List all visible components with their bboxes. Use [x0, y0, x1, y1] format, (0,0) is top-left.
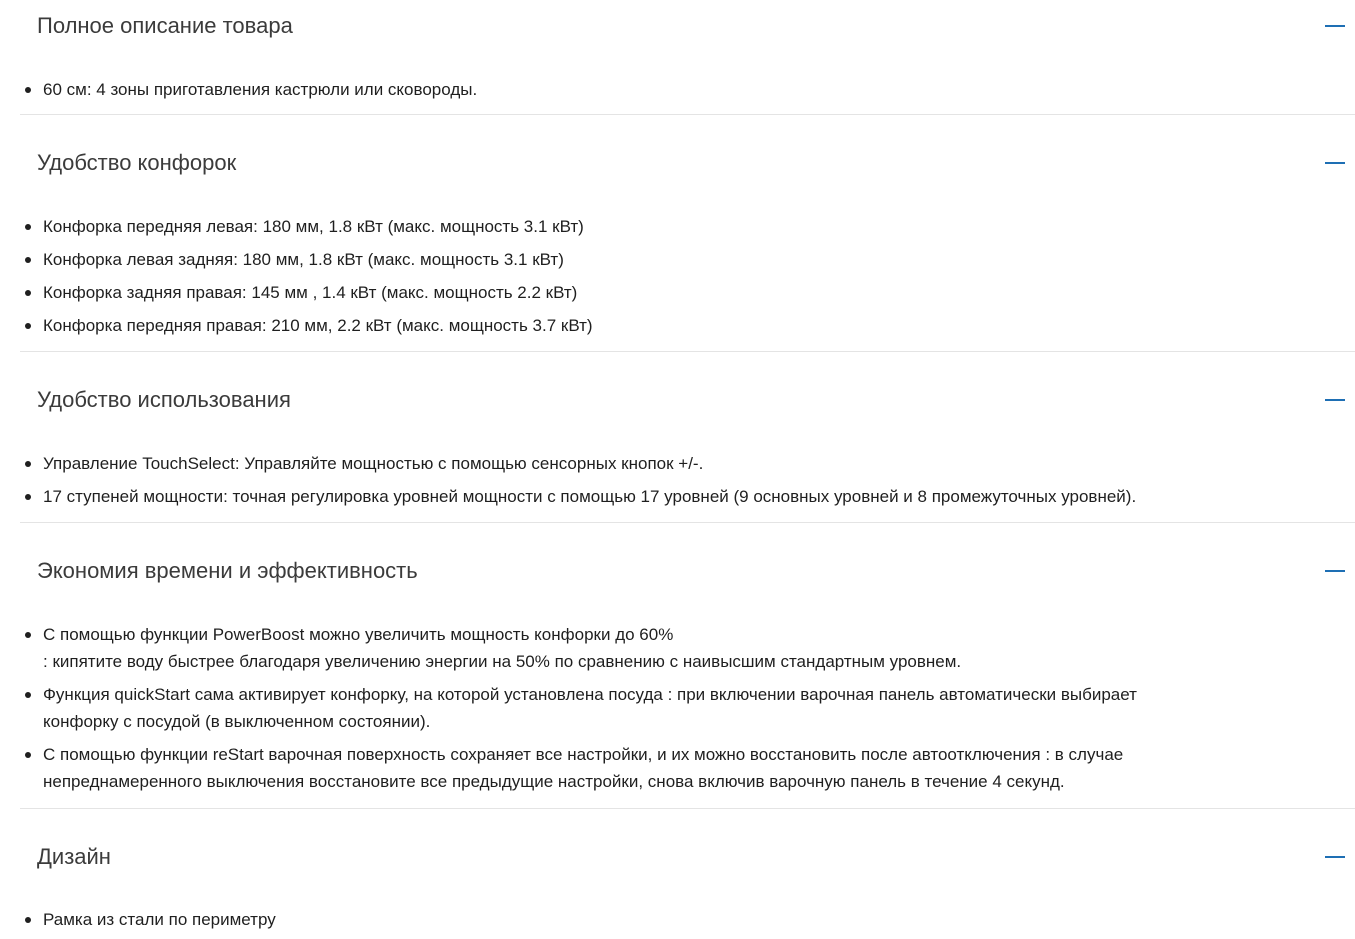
bullet-dot-icon [25, 257, 31, 263]
bullet-list [20, 76, 1340, 109]
minus-icon[interactable] [1325, 162, 1345, 164]
section-header-design[interactable] [20, 844, 1355, 874]
list-item-text: Функция quickStart сама активирует конфорку, на которой установлена посуда : при включении варочная панель автоматически выбирает конфорку с посудой (в выключенном состоянии). [43, 685, 1137, 731]
list-item [20, 681, 1340, 735]
list-item-text: Конфорка левая задняя: 180 мм, 1.8 кВт (макс. мощность 3.1 кВт) [43, 250, 564, 269]
bullet-list [20, 213, 1340, 345]
bullet-dot-icon [25, 692, 31, 698]
list-item [20, 483, 1340, 510]
list-item-text: С помощью функции reStart варочная поверхность сохраняет все настройки, и их можно восстановить после автоотключения : в случае непреднамеренного выключения восстановите все предыдущие настройки, снова включив варочную панель в течение 4 секунд. [43, 745, 1124, 791]
bullet-list [20, 621, 1340, 801]
divider [20, 351, 1355, 352]
list-item [20, 213, 1340, 240]
bullet-list [20, 906, 1340, 939]
list-item [20, 906, 1340, 933]
divider [20, 808, 1355, 809]
section-title: Удобство использования [37, 387, 291, 412]
section-title: Полное описание товара [37, 13, 293, 38]
list-item [20, 312, 1340, 339]
bullet-dot-icon [25, 494, 31, 500]
bullet-dot-icon [25, 461, 31, 467]
list-item-text: Конфорка передняя левая: 180 мм, 1.8 кВт (макс. мощность 3.1 кВт) [43, 217, 584, 236]
minus-icon[interactable] [1325, 856, 1345, 858]
section-title: Удобство конфорок [37, 150, 237, 175]
bullet-list [20, 450, 1340, 516]
minus-icon[interactable] [1325, 25, 1345, 27]
bullet-dot-icon [25, 87, 31, 93]
list-item-text: 17 ступеней мощности: точная регулировка уровней мощности с помощью 17 уровней (9 основных уровней и 8 промежуточных уровней). [43, 487, 1137, 506]
list-item [20, 279, 1340, 306]
list-item-text: С помощью функции PowerBoost можно увеличить мощность конфорки до 60% : кипятите воду быстрее благодаря увеличению энергии на 50% по сравнению с наивысшим стандартным уровнем. [43, 625, 962, 671]
bullet-dot-icon [25, 290, 31, 296]
bullet-dot-icon [25, 917, 31, 923]
bullet-dot-icon [25, 224, 31, 230]
bullet-dot-icon [25, 752, 31, 758]
divider [20, 114, 1355, 115]
section-header-efficiency[interactable] [20, 558, 1355, 588]
list-item-text: 60 см: 4 зоны приготавления кастрюли или сковороды. [43, 80, 478, 99]
bullet-dot-icon [25, 323, 31, 329]
list-item-text: Рамка из стали по периметру [43, 910, 276, 929]
list-item [20, 621, 1340, 675]
section-title: Дизайн [37, 844, 111, 869]
bullet-dot-icon [25, 632, 31, 638]
list-item-text: Конфорка передняя правая: 210 мм, 2.2 кВт (макс. мощность 3.7 кВт) [43, 316, 593, 335]
section-header-usability[interactable] [20, 387, 1355, 417]
list-item-text: Конфорка задняя правая: 145 мм , 1.4 кВт (макс. мощность 2.2 кВт) [43, 283, 578, 302]
list-item [20, 450, 1340, 477]
minus-icon[interactable] [1325, 399, 1345, 401]
minus-icon[interactable] [1325, 570, 1345, 572]
section-header-burners[interactable] [20, 150, 1355, 180]
divider [20, 522, 1355, 523]
section-header-full-description[interactable] [20, 13, 1355, 43]
list-item [20, 246, 1340, 273]
section-title: Экономия времени и эффективность [37, 558, 418, 583]
list-item [20, 76, 1340, 103]
list-item-text: Управление TouchSelect: Управляйте мощностью с помощью сенсорных кнопок +/-. [43, 454, 704, 473]
list-item [20, 741, 1340, 795]
